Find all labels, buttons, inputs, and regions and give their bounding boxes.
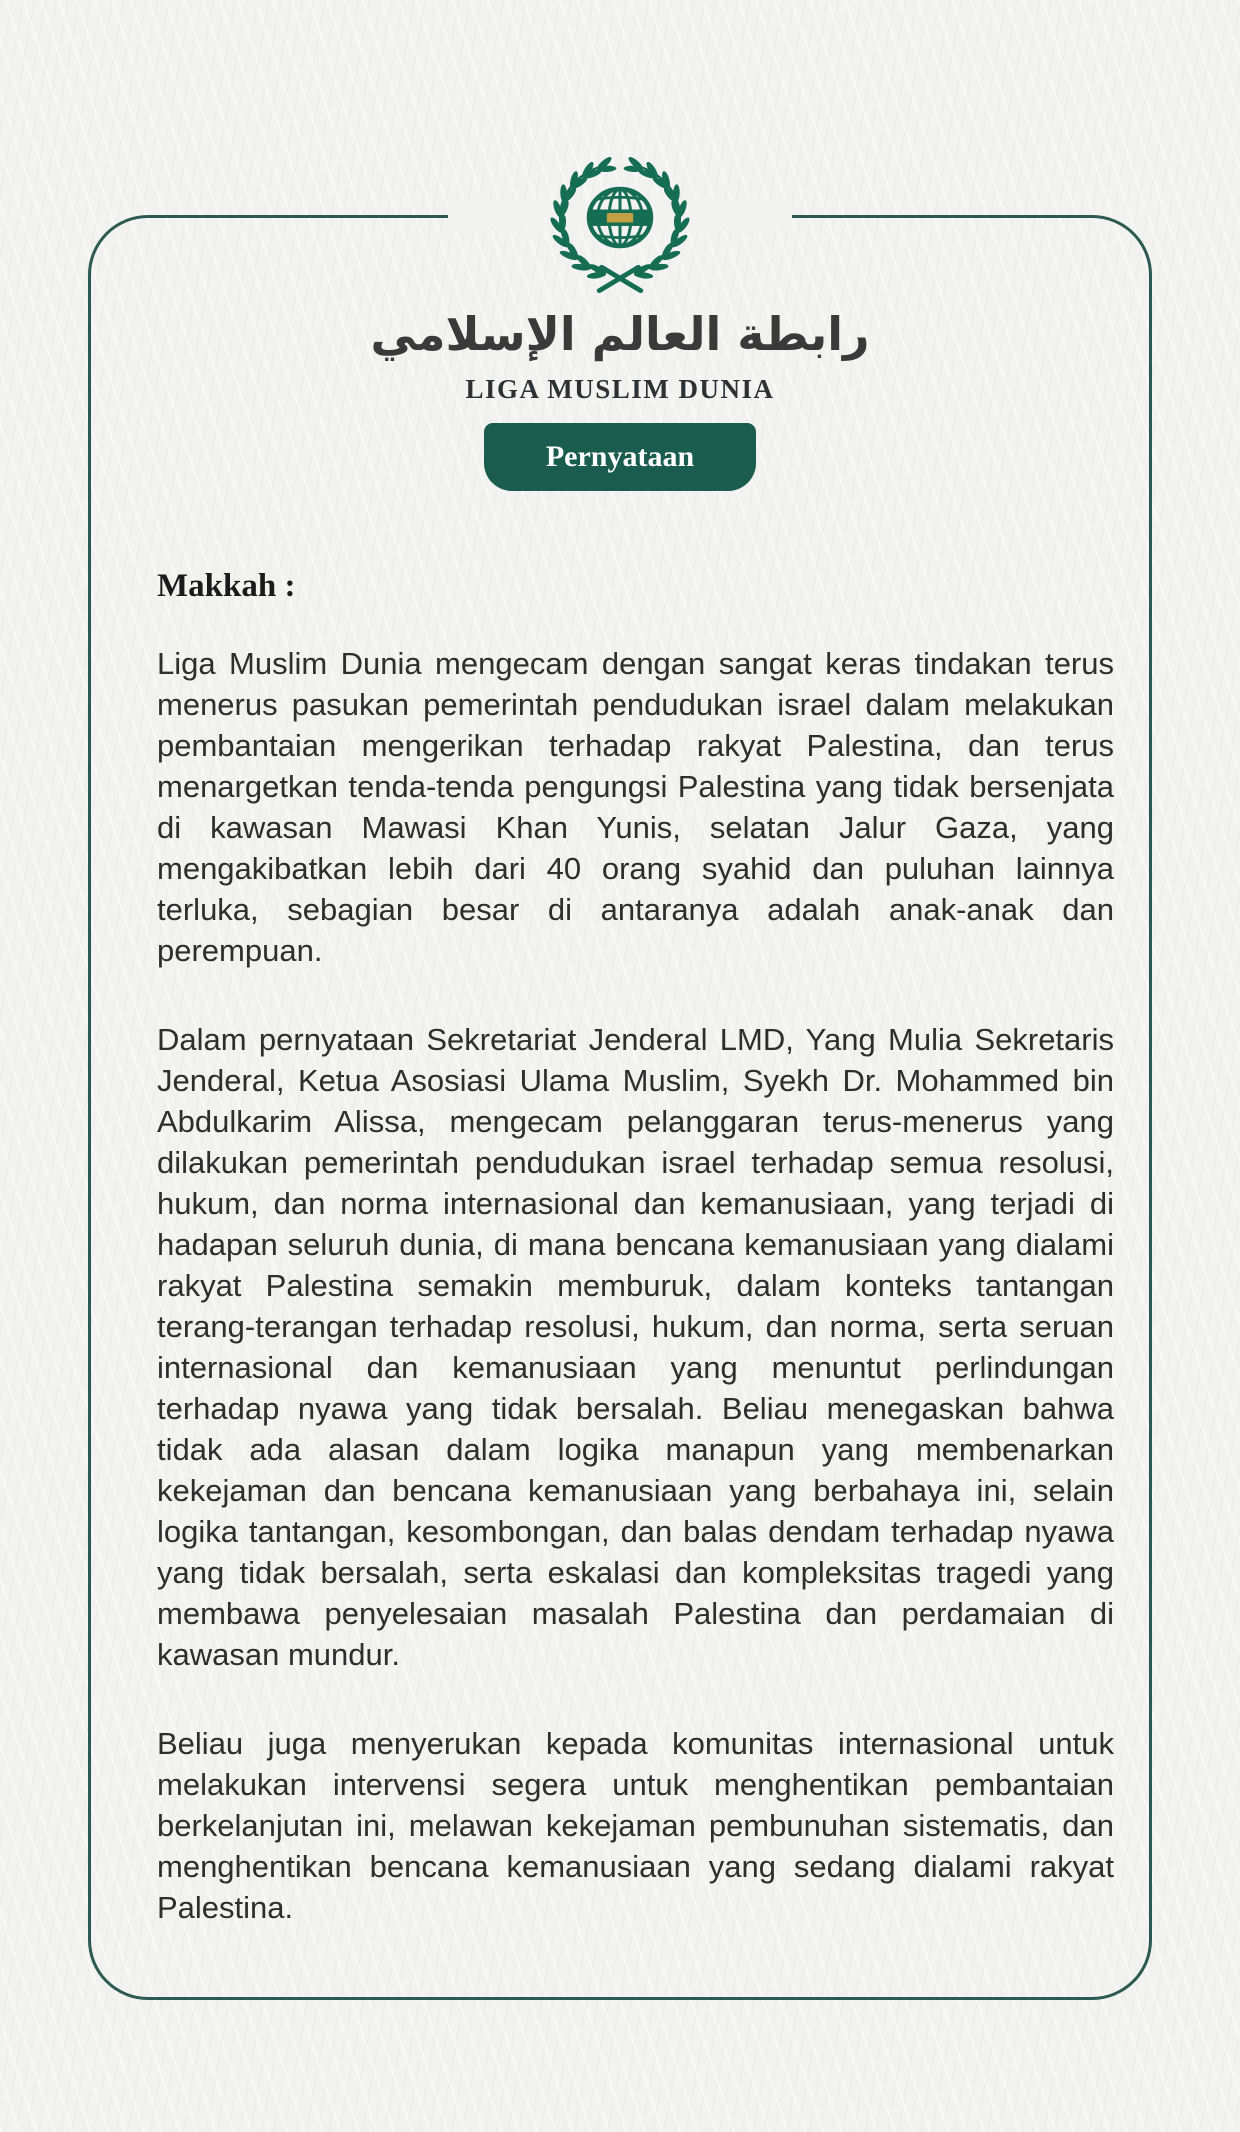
paragraph-2: Dalam pernyataan Sekretariat Jenderal LMD, Yang Mulia Sekretaris Jenderal, Ketua Asosiasi Ulama Muslim, Syekh Dr. Mohammed bin Abdulkarim Alissa, mengecam pelanggaran terus-menerus yang dilakukan pemerintah pendudukan israel terhadap semua resolusi, hukum, dan norma internasional dan kemanusiaan, yang terjadi di hadapan seluruh dunia, di mana bencana kemanusiaan yang dialami rakyat Palestina semakin memburuk, dalam konteks tantangan terang-terangan terhadap resolusi, hukum, dan norma, serta seruan internasional dan kemanusiaan yang menuntut perlindungan terhadap nyawa yang tidak bersalah. Beliau menegaskan bahwa tidak ada alasan dalam logika manapun yang membenarkan kekejaman dan bencana kemanusiaan yang berbahaya ini, selain logika tantangan, kesombongan, dan balas dendam terhadap nyawa yang tidak bersalah, serta eskalasi dan kompleksitas tragedi yang membawa penyelesaian masalah Palestina dan perdamaian di kawasan mundur.	[157, 1022, 1114, 1672]
globe-icon	[587, 188, 654, 247]
org-name: LIGA MUSLIM DUNIA	[465, 374, 775, 404]
statement-body	[157, 568, 1114, 1928]
paragraph-1: Liga Muslim Dunia mengecam dengan sangat keras tindakan terus menerus pasukan pemerintah pendudukan israel dalam melakukan pembantaian mengerikan terhadap rakyat Palestina, dan terus menargetkan tenda-tenda pengungsi Palestina yang tidak bersenjata di kawasan Mawasi Khan Yunis, selatan Jalur Gaza, yang mengakibatkan lebih dari 40 orang syahid dan puluhan lainnya terluka, sebagian besar di antaranya adalah anak-anak dan perempuan.	[157, 646, 1114, 968]
dateline: Makkah :	[157, 568, 296, 604]
paragraph-3: Beliau juga menyerukan kepada komunitas internasional untuk melakukan intervensi segera untuk menghentikan pembantaian berkelanjutan ini, melawan kekejaman pembunuhan sistematis, dan menghentikan bencana kemanusiaan yang sedang dialami rakyat Palestina.	[157, 1726, 1114, 1925]
arabic-calligraphy-title: رابطة العالم الإسلامي	[370, 307, 870, 361]
statement-banner	[484, 423, 756, 491]
muslim-world-league-wreath-globe-icon	[534, 157, 706, 297]
banner-label: Pernyataan	[545, 440, 695, 473]
gold-band	[607, 213, 633, 223]
